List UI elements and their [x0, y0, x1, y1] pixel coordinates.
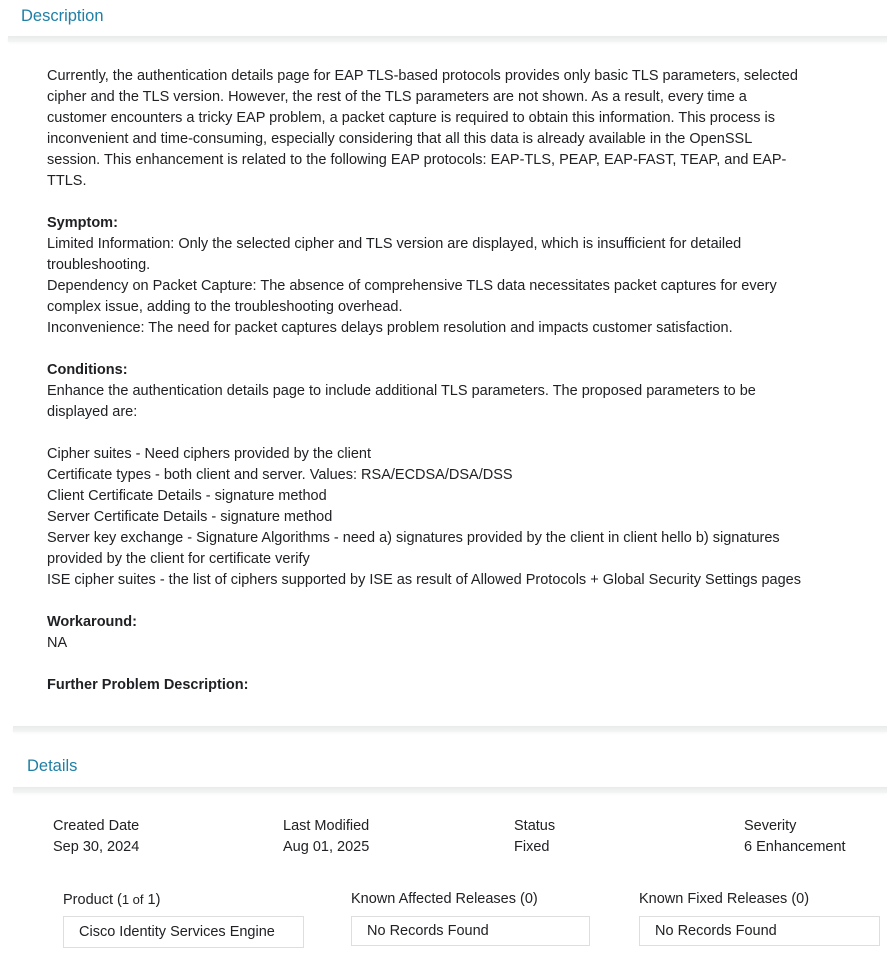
- conditions-item: Certificate types - both client and server. Values: RSA/ECDSA/DSA/DSS: [47, 467, 513, 483]
- further-block: [47, 675, 807, 696]
- fixed-releases-column: [639, 889, 810, 939]
- further-heading: Further Problem Description:: [47, 677, 249, 693]
- conditions-item: Client Certificate Details - signature method: [47, 488, 327, 504]
- fixed-releases-label: Known Fixed Releases (0): [639, 891, 810, 907]
- conditions-item: Server Certificate Details - signature method: [47, 509, 333, 525]
- details-section-title: Details: [27, 757, 78, 775]
- created-date-field: [53, 816, 139, 858]
- product-column: [63, 889, 275, 940]
- description-section-title: Description: [21, 7, 104, 25]
- affected-releases-column: [351, 889, 538, 939]
- description-intro: Currently, the authentication details page for EAP TLS-based protocols provides only basic TLS parameters, selected cipher and the TLS version. However, the rest of the TLS parameters are not shown. As a result, every time a customer encounters a tricky EAP problem, a packet capture is required to obtain this information. This process is inconvenient and time-consuming, especially considering that all this data is already available in the OpenSSL session. This enhancement is related to the following EAP protocols: EAP-TLS, PEAP, EAP-FAST, TEAP, and EAP-TTLS.: [47, 68, 798, 189]
- affected-releases-box: No Records Found: [351, 916, 590, 946]
- symptom-line: Dependency on Packet Capture: The absence of comprehensive TLS data necessitates packet captures for every complex issue, adding to the troubleshooting overhead.: [47, 278, 777, 315]
- conditions-intro: Enhance the authentication details page to include additional TLS parameters. The proposed parameters to be displayed are:: [47, 383, 756, 420]
- status-label: Status: [514, 818, 556, 834]
- conditions-item: Server key exchange - Signature Algorithms - need a) signatures provided by the client in client hello b) signatures provided by the client for certificate verify: [47, 530, 780, 567]
- conditions-heading: Conditions:: [47, 362, 128, 378]
- product-label-end: 1): [143, 892, 161, 908]
- description-footer-separator: [13, 726, 887, 732]
- product-box[interactable]: Cisco Identity Services Engine: [63, 916, 304, 948]
- details-header-separator: [13, 787, 887, 793]
- workaround-heading: Workaround:: [47, 614, 137, 630]
- conditions-item: Cipher suites - Need ciphers provided by the client: [47, 446, 371, 462]
- symptom-block: [47, 213, 807, 339]
- status-value: Fixed: [514, 839, 550, 855]
- created-date-label: Created Date: [53, 818, 140, 834]
- affected-releases-label: Known Affected Releases (0): [351, 891, 538, 907]
- description-body: [47, 66, 807, 717]
- product-label-text: Product (: [63, 892, 122, 908]
- symptom-heading: Symptom:: [47, 215, 118, 231]
- conditions-items: [47, 444, 807, 591]
- product-count: 1 of: [121, 892, 144, 907]
- created-date-value: Sep 30, 2024: [53, 839, 140, 855]
- severity-field: [744, 816, 846, 858]
- last-modified-label: Last Modified: [283, 818, 370, 834]
- workaround-value: NA: [47, 635, 68, 651]
- workaround-block: [47, 612, 807, 654]
- conditions-block: [47, 360, 807, 423]
- status-field: [514, 816, 555, 858]
- conditions-item: ISE cipher suites - the list of ciphers supported by ISE as result of Allowed Protocols + Global Security Settings pages: [47, 572, 801, 588]
- severity-label: Severity: [744, 818, 797, 834]
- last-modified-field: [283, 816, 369, 858]
- symptom-line: Inconvenience: The need for packet captures delays problem resolution and impacts customer satisfaction.: [47, 320, 733, 336]
- description-header-separator: [8, 36, 887, 42]
- symptom-line: Limited Information: Only the selected cipher and TLS version are displayed, which is insufficient for detailed troubleshooting.: [47, 236, 742, 273]
- severity-value: 6 Enhancement: [744, 839, 846, 855]
- product-label: [63, 889, 160, 911]
- last-modified-value: Aug 01, 2025: [283, 839, 370, 855]
- fixed-releases-box: No Records Found: [639, 916, 880, 946]
